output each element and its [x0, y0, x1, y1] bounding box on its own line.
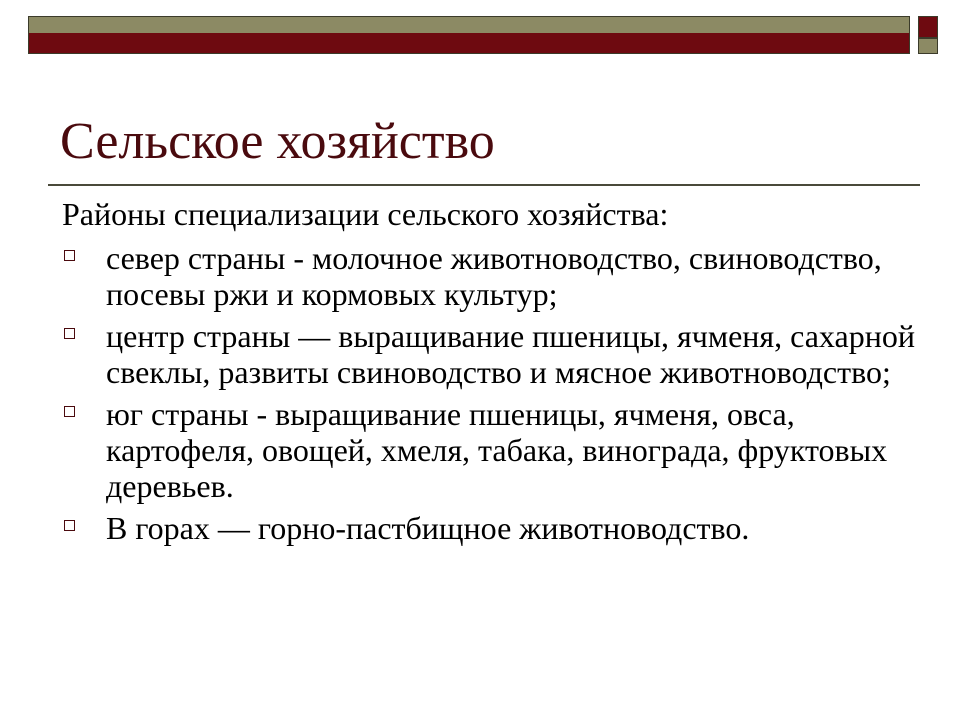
hollow-square-icon [64, 406, 75, 417]
hollow-square-icon [64, 328, 75, 339]
corner-red-block [918, 16, 938, 38]
slide-content [62, 196, 922, 552]
slide-title: Сельское хозяйство [60, 113, 495, 170]
corner-olive-block [918, 38, 938, 54]
hollow-square-icon [64, 250, 75, 261]
band-olive-stripe [29, 17, 909, 33]
hollow-square-icon [64, 520, 75, 531]
list-item [62, 240, 922, 312]
list-item [62, 396, 922, 504]
list-item [62, 318, 922, 390]
bullet-text: В горах — горно-пастбищное животноводство. [106, 510, 750, 546]
title-divider [48, 184, 920, 186]
bullet-text: юг страны - выращивание пшеницы, ячменя, овса, картофеля, овощей, хмеля, табака, винограда, фруктовых деревьев. [106, 396, 888, 504]
intro-text: Районы специализации сельского хозяйства: [62, 196, 669, 232]
header-decorative-band [28, 16, 910, 54]
band-red-stripe [29, 33, 909, 53]
bullet-text: север страны - молочное животноводство, свиноводство, посевы ржи и кормовых культур; [106, 240, 882, 312]
list-item [62, 510, 922, 546]
bullet-list [62, 240, 922, 546]
bullet-text: центр страны — выращивание пшеницы, ячменя, сахарной свеклы, развиты свиноводство и мясное животноводство; [106, 318, 915, 390]
